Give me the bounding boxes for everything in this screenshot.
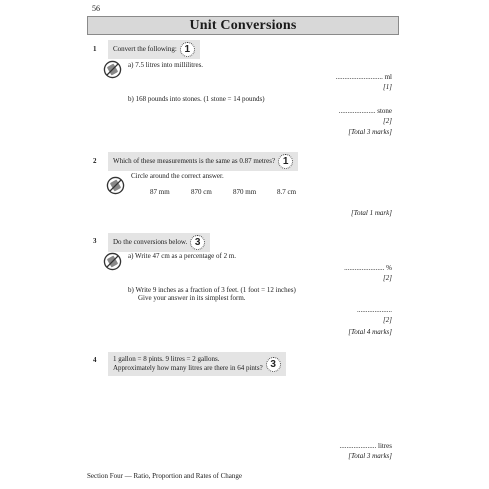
difficulty-badge-icon: 3 xyxy=(190,235,205,250)
q2-option[interactable]: 870 mm xyxy=(233,188,257,196)
q2-option[interactable]: 8.7 cm xyxy=(277,188,297,196)
question-4-prompt-box xyxy=(108,352,286,376)
question-1-prompt-box xyxy=(108,40,200,59)
q1b-text: b) 168 pounds into stones. (1 stone = 14 pounds) xyxy=(128,95,265,103)
q3a-marks: [2] xyxy=(383,274,392,282)
no-calculator-icon xyxy=(103,60,122,79)
q3b-marks: [2] xyxy=(383,316,392,324)
q4-answer-line[interactable]: ..................... litres xyxy=(339,442,392,450)
question-3-number: 3 xyxy=(93,237,97,245)
q1-total-marks: [Total 3 marks] xyxy=(348,128,392,136)
page-number: 56 xyxy=(92,4,100,13)
question-3-prompt-box xyxy=(108,233,210,252)
question-4-prompt xyxy=(113,355,263,373)
q3b-text-line2: Give your answer in its simplest form. xyxy=(138,294,246,302)
q3a-text: a) Write 47 cm as a percentage of 2 m. xyxy=(128,252,237,260)
question-1-prompt: Convert the following: xyxy=(113,45,177,53)
question-3-prompt: Do the conversions below. xyxy=(113,238,188,246)
question-4-prompt-line1: 1 gallon = 8 pints. 9 litres = 2 gallons. xyxy=(113,355,220,363)
question-2-prompt: Which of these measurements is the same as 0.87 metres? xyxy=(113,157,276,165)
difficulty-badge-icon: 1 xyxy=(278,154,293,169)
question-1-number: 1 xyxy=(93,45,97,53)
q2-option[interactable]: 870 cm xyxy=(191,188,212,196)
q3b-text: b) Write 9 inches as a fraction of 3 feet. (1 foot = 12 inches) xyxy=(128,286,296,294)
q3-total-marks: [Total 4 marks] xyxy=(348,328,392,336)
page-title: Unit Conversions xyxy=(189,17,297,33)
q3a-answer-line[interactable]: ....................... % xyxy=(344,264,392,272)
q1a-text: a) 7.5 litres into millilitres. xyxy=(128,61,204,69)
q1a-marks: [1] xyxy=(383,83,392,91)
question-4-prompt-line2: Approximately how many litres are there in 64 pints? xyxy=(113,364,263,372)
title-bar xyxy=(87,16,399,35)
page-footer: Section Four — Ratio, Proportion and Rates of Change xyxy=(87,472,242,480)
question-2-number: 2 xyxy=(93,157,97,165)
q1b-answer-line[interactable]: ..................... stone xyxy=(338,107,392,115)
no-calculator-icon xyxy=(103,252,122,271)
question-4-number: 4 xyxy=(93,356,97,364)
no-calculator-icon xyxy=(106,176,125,195)
question-2-prompt-box xyxy=(108,152,298,171)
q4-total-marks: [Total 3 marks] xyxy=(348,452,392,460)
q2-total-marks: [Total 1 mark] xyxy=(351,209,392,217)
q3b-answer-line[interactable]: .................... xyxy=(357,306,392,314)
difficulty-badge-icon: 3 xyxy=(266,357,281,372)
q2-option[interactable]: 87 mm xyxy=(150,188,170,196)
q2-instruction: Circle around the correct answer. xyxy=(131,172,224,180)
q1a-answer-line[interactable]: ........................... ml xyxy=(335,73,392,81)
q1b-marks: [2] xyxy=(383,117,392,125)
difficulty-badge-icon: 1 xyxy=(180,42,195,57)
